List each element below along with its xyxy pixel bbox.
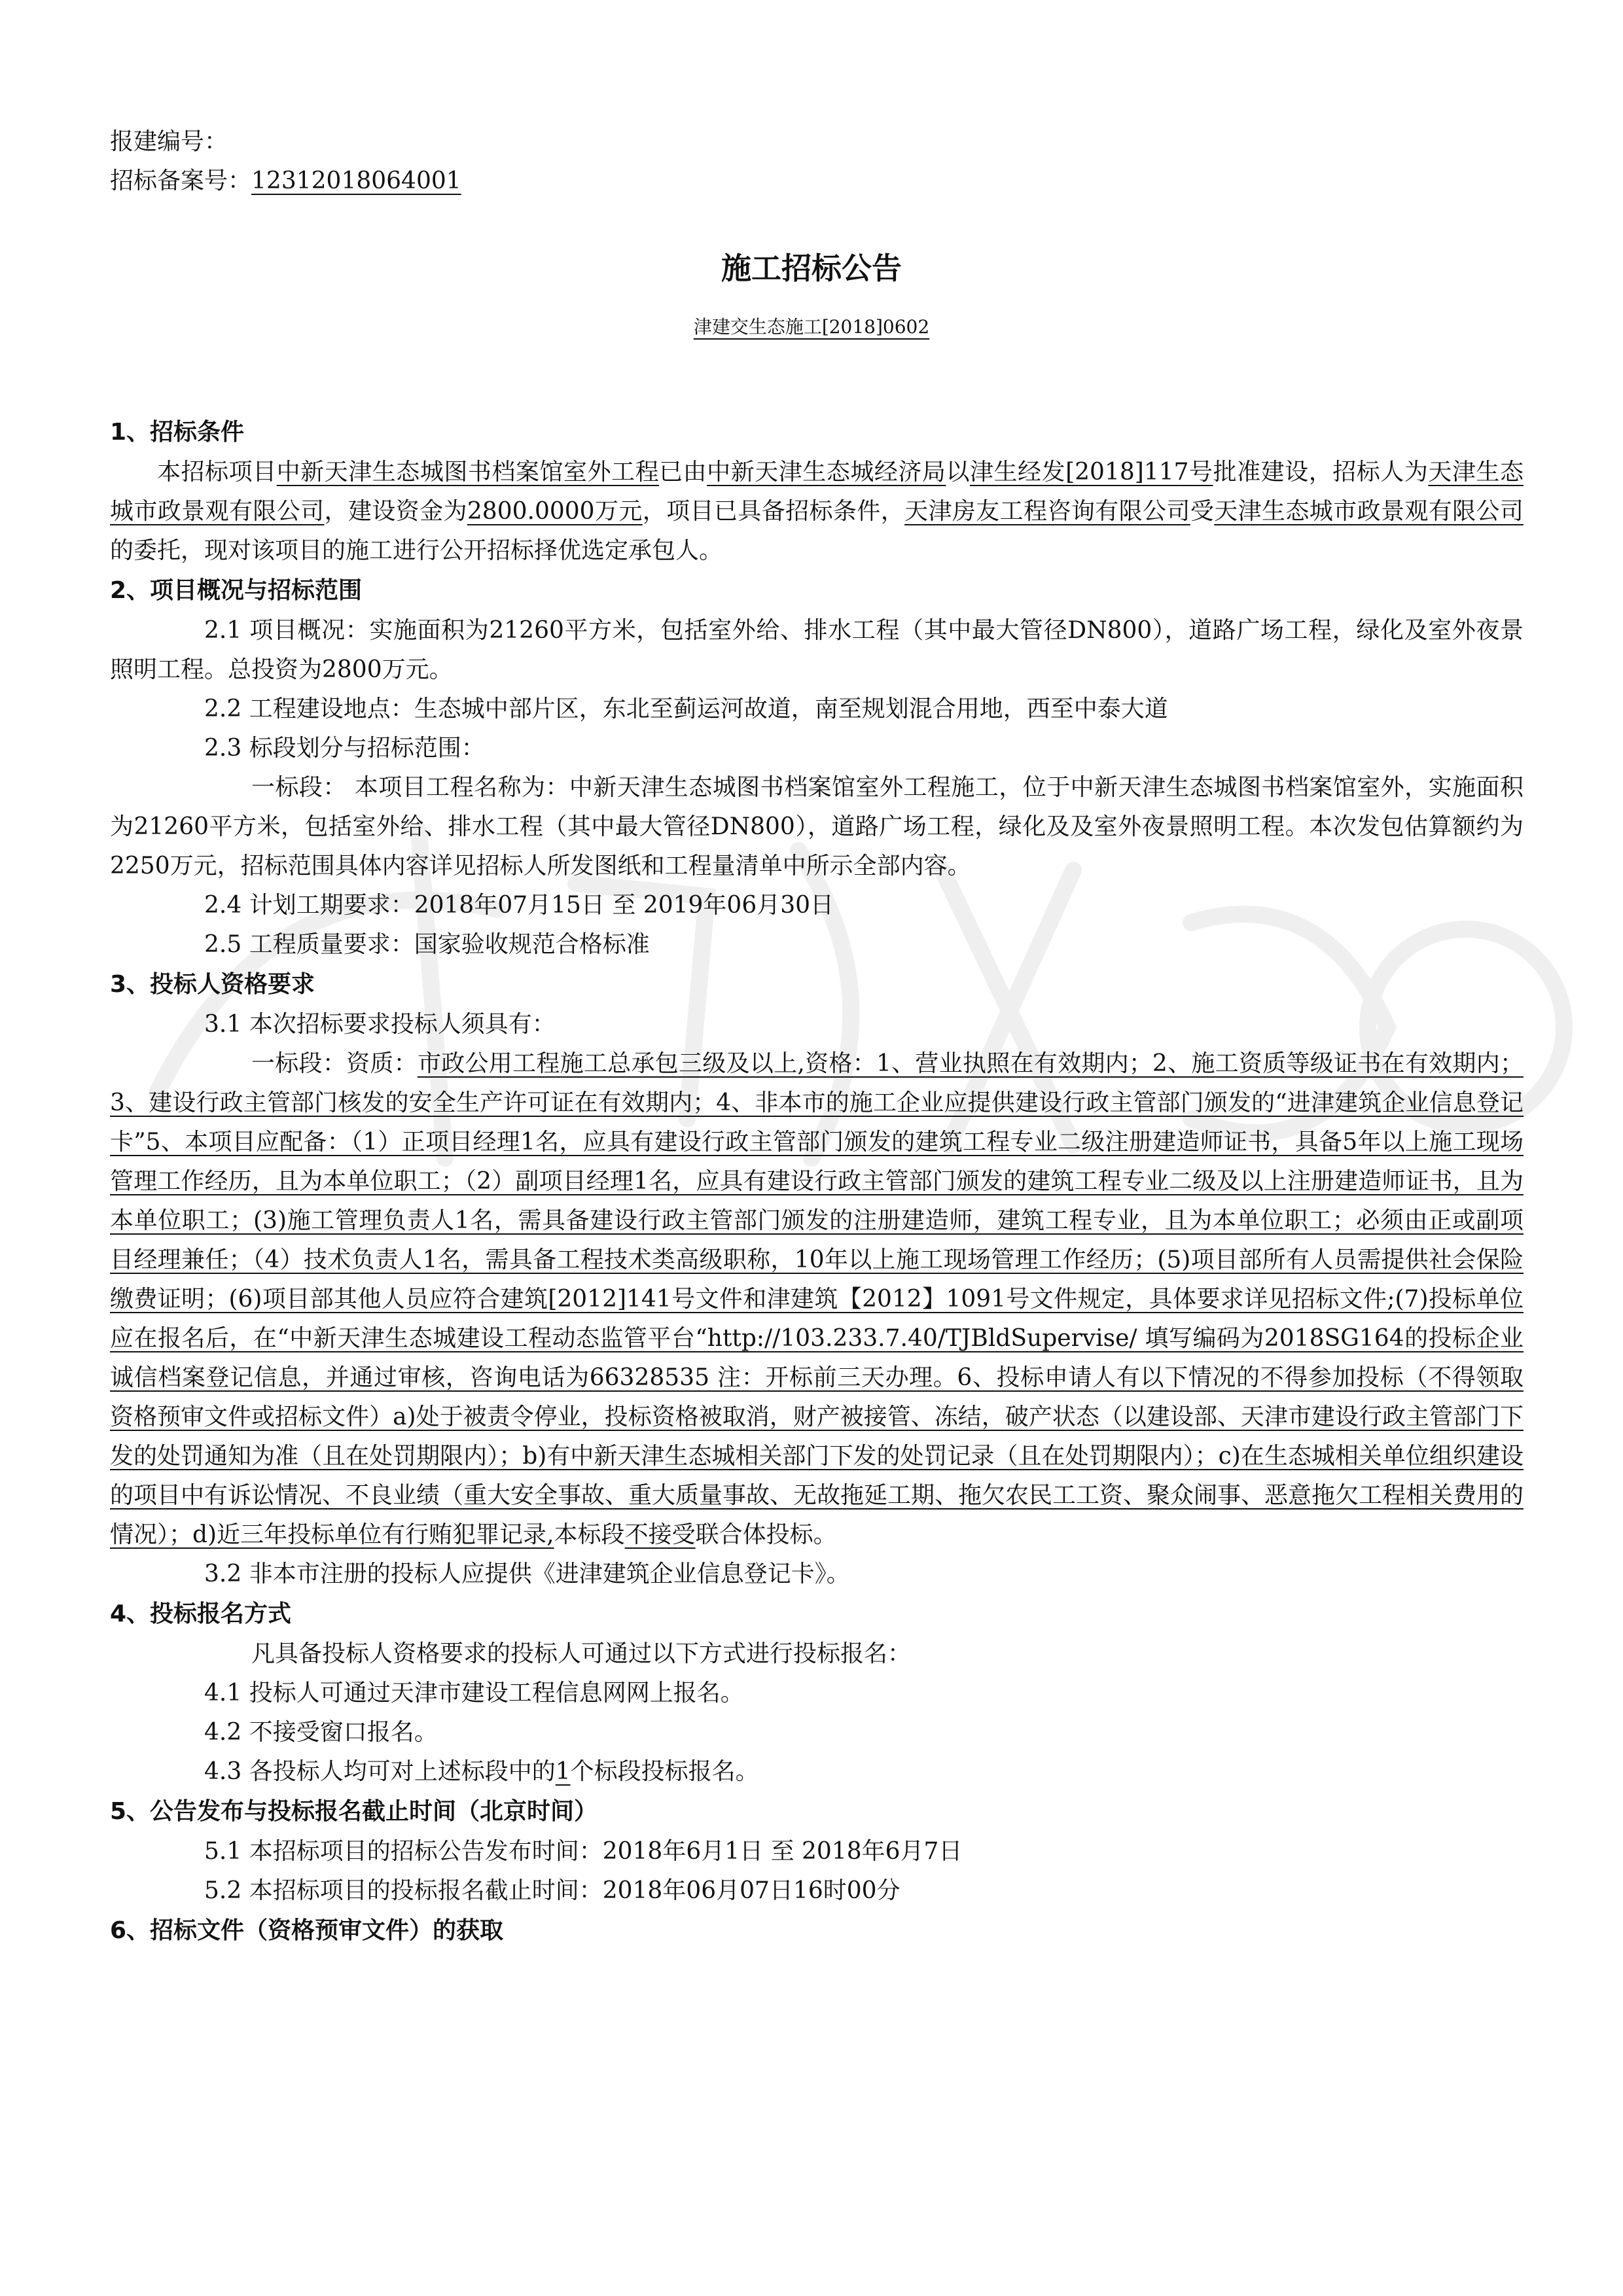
item-3-1-lot-1 bbox=[110, 1044, 1524, 1555]
item-5-1: 5.1 本招标项目的招标公告发布时间：2018年6月1日 至 2018年6月7日 bbox=[204, 1838, 963, 1865]
text-run: 个标段投标报名。 bbox=[570, 1758, 759, 1785]
text-run: 已由 bbox=[659, 459, 707, 486]
record-number-value: 12312018064001 bbox=[251, 168, 461, 194]
section-1-heading: 1、招标条件 bbox=[110, 419, 245, 446]
section-3-heading: 3、投标人资格要求 bbox=[110, 971, 315, 998]
item-3-2: 3.2 非本市注册的投标人应提供《进津建筑企业信息登记卡》。 bbox=[204, 1561, 850, 1587]
document-number bbox=[0, 314, 1623, 340]
section-4-intro: 凡具备投标人资格要求的投标人可通过以下方式进行投标报名： bbox=[251, 1640, 912, 1667]
item-2-3-lot-1: 一标段： 本项目工程名称为：中新天津生态城图书档案馆室外工程施工，位于中新天津生态城图书档案馆室外，实施面积为21260平方米，包括室外给、排水工程（其中最大管径DN800），道路广场工程，绿化及及室外夜景照明工程。本次发包估算额约为2250万元，招标范围具体内容详见招标人所发图纸和工程量清单中所示全部内容。 bbox=[110, 774, 1524, 879]
document-number-text: 津建交生态施工[2018]0602 bbox=[693, 316, 930, 338]
text-run: 联合体投标。 bbox=[695, 1521, 837, 1548]
item-5-2: 5.2 本招标项目的投标报名截止时间：2018年06月07日16时00分 bbox=[204, 1877, 901, 1904]
section-2-heading: 2、项目概况与招标范围 bbox=[110, 577, 363, 604]
approver-name: 中新天津生态城经济局 bbox=[707, 459, 946, 486]
lot-count: 1 bbox=[555, 1758, 571, 1785]
report-number-label: 报建编号： bbox=[110, 128, 228, 155]
section-4-heading: 4、投标报名方式 bbox=[110, 1600, 292, 1627]
fund-amount: 2800.0000万元 bbox=[467, 498, 643, 525]
text-run: 批准建设，招标人为 bbox=[1213, 459, 1429, 486]
lot-label: 一标段：资质： bbox=[251, 1050, 418, 1077]
project-name: 中新天津生态城图书档案馆室外工程 bbox=[276, 459, 660, 486]
text-run: 的委托，现对该项目的施工进行公开招标择优选定承包人。 bbox=[110, 537, 723, 564]
text-run: 本标段 bbox=[554, 1521, 625, 1548]
text-run: 以 bbox=[946, 459, 970, 486]
tenderer-name: 天津生态城市政景观有限公司 bbox=[110, 459, 1524, 525]
consortium-clause: 不接受 bbox=[624, 1521, 696, 1548]
text-run: ，建设资金为 bbox=[324, 498, 467, 525]
page-title: 施工招标公告 bbox=[721, 251, 902, 286]
item-2-2: 2.2 工程建设地点：生态城中部片区，东北至蓟运河故道，南至规划混合用地，西至中泰大道 bbox=[204, 696, 1168, 722]
record-number-label: 招标备案号： bbox=[110, 168, 252, 194]
item-3-1: 3.1 本次招标要求投标人须具有： bbox=[204, 1011, 556, 1038]
text-run: 4.3 各投标人均可对上述标段中的 bbox=[204, 1758, 556, 1785]
agent-name: 天津房友工程咨询有限公司 bbox=[904, 498, 1190, 525]
text-run: ，项目已具备招标条件， bbox=[642, 498, 905, 525]
section-1-paragraph bbox=[110, 453, 1524, 571]
section-6-heading: 6、招标文件（资格预审文件）的获取 bbox=[110, 1917, 504, 1944]
qualification-requirements: 市政公用工程施工总承包三级及以上,资格：1、营业执照在有效期内；2、施工资质等级证书在有效期内；3、建设行政主管部门核发的安全生产许可证在有效期内；4、非本市的施工企业应提供建设行政主管部门颁发的“进津建筑企业信息登记卡”5、本项目应配备：（1）正项目经理1名，应具有建设行政主管部门颁发的建筑工程专业二级注册建造师证书，具备5年以上施工现场管理工作经历，且为本单位职工；（2）副项目经理1名，应具有建设行政主管部门颁发的建筑工程专业二级及以上注册建造师证书，且为本单位职工；(3)施工管理负责人1名，需具备建设行政主管部门颁发的注册建造师，建筑工程专业，且为本单位职工；必须由正或副项目经理兼任；（4）技术负责人1名，需具备工程技术类高级职称，10年以上施工现场管理工作经历；(5)项目部所有人员需提供社会保险缴费证明；(6)项目部其他人员应符合建筑[2012]141号文件和津建筑【2012】1091号文件规定，具体要求详见招标文件;(7)投标单位应在报名后，在“中新天津生态城建设工程动态监管平台“http://103.233.7.40/TJBldSupervise/ 填写编码为2018SG164的投标企业诚信档案登记信息，并通过审核，咨询电话为66328535 注：开标前三天办理。6、投标申请人有以下情况的不得参加投标（不得领取资格预审文件或招标文件）a)处于被责令停业，投标资格被取消，财产被接管、冻结，破产状态（以建设部、天津市建设行政主管部门下发的处罚通知为准（且在处罚期限内）；b)有中新天津生态城相关部门下发的处罚记录（且在处罚期限内）；c)在生态城相关单位组织建设的项目中有诉讼情况、不良业绩（重大安全事故、重大质量事故、无故拖延工期、拖欠农民工工资、聚众闹事、恶意拖欠工程相关费用的情况）；d)近三年投标单位有行贿犯罪记录, bbox=[110, 1050, 1524, 1548]
item-4-2: 4.2 不接受窗口报名。 bbox=[204, 1719, 438, 1746]
text-run: 本招标项目 bbox=[157, 459, 277, 486]
item-4-3 bbox=[110, 1752, 1524, 1792]
item-2-4: 2.4 计划工期要求：2018年07月15日 至 2019年06月30日 bbox=[204, 892, 834, 919]
report-number-line bbox=[110, 126, 228, 158]
record-number-line bbox=[110, 165, 461, 198]
item-2-5: 2.5 工程质量要求：国家验收规范合格标准 bbox=[204, 931, 650, 958]
approval-number: 津生经发[2018]117号 bbox=[970, 459, 1213, 486]
item-4-1: 4.1 投标人可通过天津市建设工程信息网网上报名。 bbox=[204, 1680, 744, 1706]
section-5-heading: 5、公告发布与投标报名截止时间（北京时间） bbox=[110, 1798, 598, 1825]
text-run: 受 bbox=[1190, 498, 1215, 525]
tenderer-name-repeat: 天津生态城市政景观有限公司 bbox=[1214, 498, 1524, 525]
item-2-3: 2.3 标段划分与招标范围： bbox=[204, 735, 485, 762]
document-body bbox=[110, 412, 1524, 1951]
item-2-1: 2.1 项目概况：实施面积为21260平方米，包括室外给、排水工程（其中最大管径DN800），道路广场工程，绿化及室外夜景照明工程。总投资为2800万元。 bbox=[110, 617, 1524, 683]
